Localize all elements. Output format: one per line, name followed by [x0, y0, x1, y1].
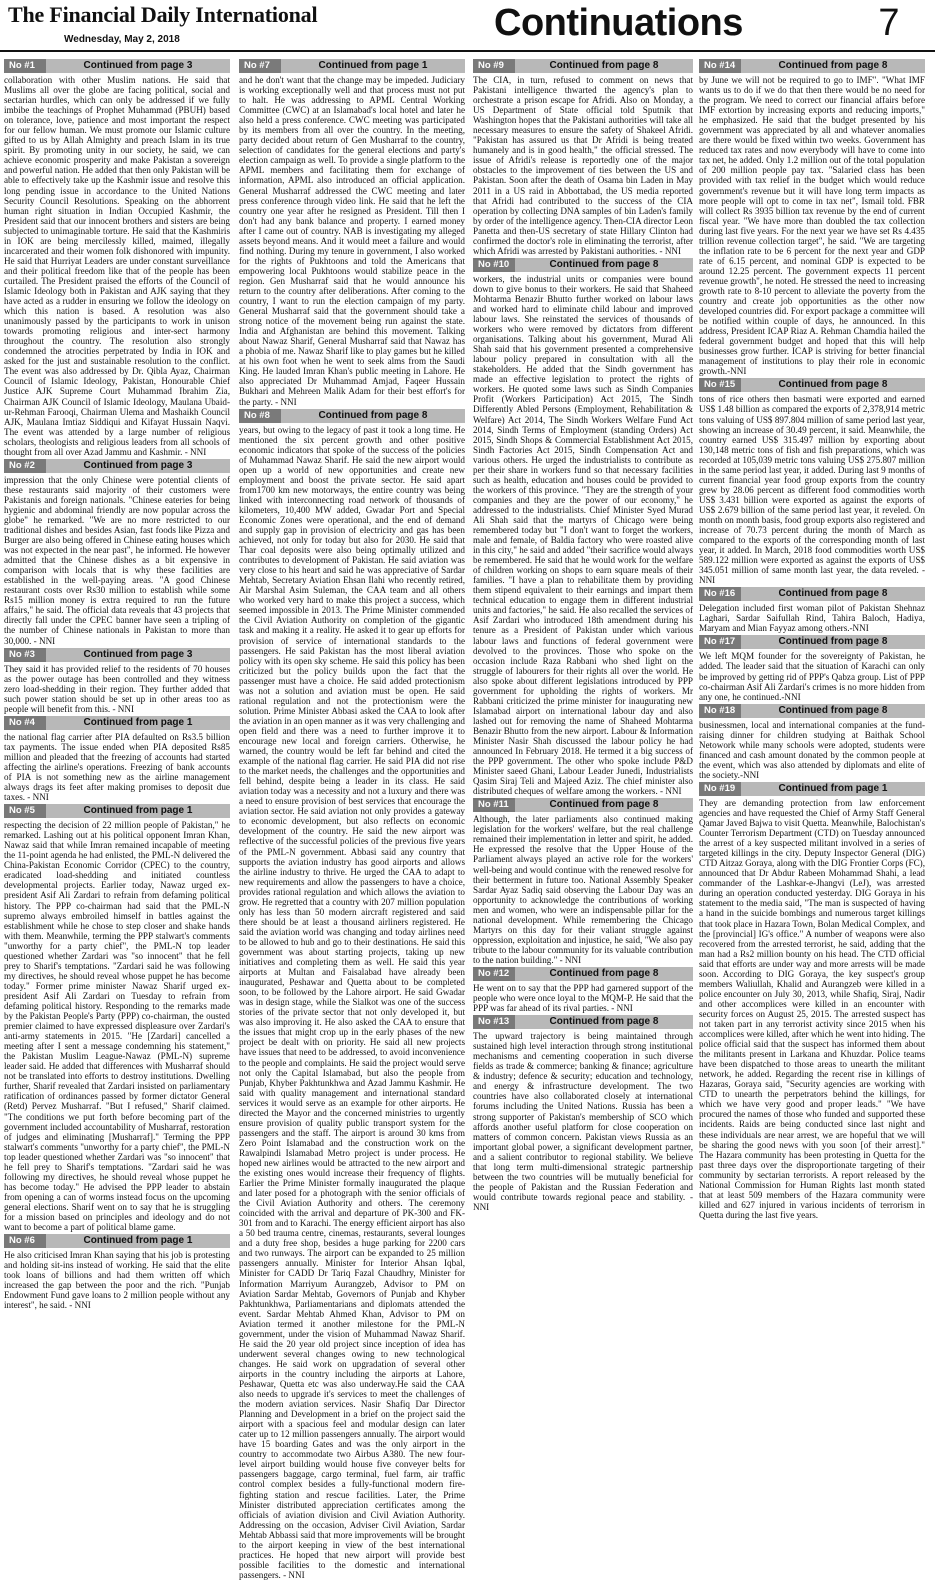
continued-from-label: Continued from page 8 [549, 1016, 659, 1028]
story-text: the national flag carrier after PIA defaulted on Rs3.5 billion tax payments. The issue ended when PIA deposited Rs85 million and pleaded that the freezing of accounts had started affecting the airline's operations. Freezing of bank accounts of PIA is not something new as the airline management always drags its feet after making promises to deposit due taxes. - NNI [4, 731, 230, 803]
continued-from-label: Continued from page 1 [83, 805, 193, 817]
story-block [4, 59, 230, 457]
story-number: No #9 [473, 59, 515, 73]
story-number: No #7 [239, 59, 281, 73]
story-number: No #3 [4, 648, 46, 662]
story-text: We left MQM founder for the sovereignty of Pakistan, he added. The leader said that the situation of Karachi can only be improved by getting rid of PPP's Qabza group. List of PPP co-chairman Asif Ali Zardari's crimes is no more hidden from any one, he continued.-NNI [699, 651, 925, 702]
continued-from-label: Continued from page 3 [83, 648, 193, 660]
story-number: No #19 [699, 782, 741, 796]
continuation-header [699, 59, 925, 73]
story-text: The upward trajectory is being maintained through sustained high level interaction through strong institutional mechanisms and cementing cooperation in such diverse fields as trade & commerce; banking & finance; agriculture & industry; defence & security; education and technology, and energy & infrastructure development. The two countries have also collaborated closely at international forums including the United Nations. Russia has been a strong supporter of Pakistan's membership of SCO which affords another useful platform for close cooperation on matters of common concern. Pakistan views Russia as an important global power, a significant development partner, and a salient contributor to regional stability. We believe that long term multi-dimensional strategic partnership between the two countries will be mutually beneficial for the people of Pakistan and the Russian Federation and would contribute towards regional peace and stability. - NNI [473, 1031, 693, 1212]
continuation-header [4, 1234, 230, 1248]
story-number: No #18 [699, 704, 741, 718]
continued-from-label: Continued from page 8 [778, 588, 888, 600]
story-number: No #14 [699, 59, 741, 73]
page-number: 7 [878, 2, 900, 44]
continued-from-label: Continued from page 1 [318, 60, 428, 71]
story-block [699, 704, 925, 780]
story-block [473, 967, 693, 1013]
continued-from-label: Continued from page 8 [778, 636, 888, 648]
continuation-header [4, 716, 230, 730]
story-text: They said it has provided relief to the residents of 70 houses as the power outage has been controlled and they witness zero load-shedding in their region. They further added that such power station should be set up in other areas too as people will benefit from this. - NNI [4, 663, 230, 714]
story-number: No #16 [699, 587, 741, 601]
story-number: No #6 [4, 1234, 46, 1248]
story-number: No #11 [473, 798, 515, 812]
story-text: impression that the only Chinese were potential clients of these restaurants said majority of their customers were Pakistanis and foreign nationals. "Chinese eateries for being hygienic and abdominal friendly are now popular across the globe" he remarked. "We are no more restricted to our traditional dishes and besides Asian, fast foods like Pizza and Burger are also being offered in Chinese eating houses which was not expected in the near past", he informed. He however admitted that the Chinese dishes as a bit expensive in comparison with locals that is why these facilities are established in the well-paying areas. "A good Chinese restaurant costs over Rs30 million to establish while some Rs15 million money is extra required to run the future affairs," he said. The official data reveals that 43 projects that directly fall under the CPEC banner have seen a tripling of the number of Chinese nationals in Pakistan to more than 30,000. - NNI [4, 474, 230, 646]
continuation-header [699, 782, 925, 796]
continuation-header [4, 59, 230, 73]
story-block [699, 378, 925, 585]
story-text: They are demanding protection from law enforcement agencies and have requested the Chief of Army Staff General Qamar Javed Bajwa to visit Quetta. Meanwhile, Balochistan's Counter Terrorism Department (CTD) on Tuesday announced the arrest of a key suspected militant involved in a series of targeted killings in the city. Deputy Inspector General (DIG) CTD Aitzaz Goraya, along with the DIG Frontier Corps (FC), announced that Dr Abdur Rabeen Mohammad Shahi, a lead commander of the Lashkar-e-Jhangvi (LeJ), was arrested during an operation conducted yesterday. DIG Goraya in his statement to the media said, "The man is suspected of having a hand in the suicide bombings and numerous target killings that took place in Hazara Town, Bolan Medical Complex, and the [provincial] IG's office." A number of weapons were also recovered from the arrested terrorist, he said, adding that the man had a Rs2 million bounty on his head. The CTD official said that efforts are under way and more arrests will be made soon. According to DIG Goraya, the key suspect's group members Waliullah, Khalid and Aurangzeb were killed in a police encounter on July 30, 2013, while Shafiq, Siraj, Nadir and other accomplices were killed in an encounter with security forces on August 25, 2015. The arrested suspect has not taken part in any terrorist activity since 2015 when his accomplices were killed, after which he went into hiding. The police official said that the suspect has informed them about the militants present in Larkana and Khuzdar. Police teams have been dispatched to those areas to unearth the militant network, he added. Regarding the recent rise in killings of Hazaras, Goraya said, "Security agencies are working with CTD to unearth the perpetrators behind the killings, for which we have very good and proper leads." "We have procured the names of those who funded and supported these incidents. Raids are being conducted since last night and these individuals are near arrest, we are hopeful that we will be sharing the good news with you soon [of their arrest]." The Hazara community has been protesting in Quetta for the past three days over the disproportionate targeting of their community by sectarian terrorists. A report released by the National Commission for Human Rights last month stated that at least 509 members of the Hazara community were killed and 627 injured in various incidents of terrorism in Quetta during the last five years. [699, 797, 925, 1220]
continued-from-label: Continued from page 1 [83, 716, 193, 728]
story-block [4, 648, 230, 714]
column-4 [699, 58, 925, 1558]
story-block [473, 1015, 693, 1212]
continued-from-label: Continued from page 8 [778, 704, 888, 716]
column-3 [473, 58, 693, 1558]
story-number: No #15 [699, 378, 741, 392]
continued-from-label: Continued from page 3 [83, 459, 193, 471]
story-block [4, 459, 230, 646]
story-block [239, 59, 465, 407]
story-block [473, 59, 693, 256]
story-text: respecting the decision of 22 million people of Pakistan," he remarked. Lashing out at his political opponent Imran Khan, Nawaz said that while Imran remained incapable of meeting the 11-point agenda he had enlisted, the PML-N delivered the China-Pakistan Economic Corridor (CPEC) to the country, eradicated load-shedding and initiated countless developmental projects. Earlier today, Nawaz urged ex-president Asif Ali Zardari to refrain from defaming political history. The PPP co-chairman had said that the PML-N supremo always embroiled himself in battles against the establishment while he chose to step closer and shake hands with them. Meanwhile, terming the PPP stalwart's comments "unworthy for a party chief", the PML-N top leader questioned whether Zardari was "so innocent" that he fell prey to Sharif's temptations. "Zardari said he was following my directives, he should reveal whose puppet he has become today." Former prime minister Nawaz Sharif urged ex-president Asif Ali Zardari on Tuesday to refrain from defaming political history. Responding to the remarks made by the Pakistan People's Party (PPP) co-chairman, the ousted premier claimed to have expressed displeasure over Zardari's anti-army statements in 2015. "He [Zardari] cancelled a meeting after I sent a message condemning his statement," the Pakistan Muslim League-Nawaz (PML-N) supreme leader said. He added that differences with Musharraf should not be translated into efforts to destroy institutions. Dwelling further, Sharif revealed that Zardari insisted on parliamentary ratification of ordinances passed by former dictator General (Retd) Pervez Musharraf. "But I refused," Sharif claimed. "The conditions we put forth before becoming part of the government included accountability of Musharraf, restoration of judges and eliminating [Musharraf]." Terming the PPP stalwart's comments "unworthy for a party chief", the PML-N top leader questioned whether Zardari was "so innocent" that he fell prey to Sharif's temptations. "Zardari said he was following my directives, he should reveal whose puppet he has become today." He advised the PPP leader to abstain from opening a can of worms instead focus on the upcoming general elections. Sharif went on to say that he is struggling for a mission based on principles and ideology and do not want to become a part of political blame game. [4, 820, 230, 1233]
story-block [699, 635, 925, 701]
continued-from-label: Continued from page 8 [549, 258, 659, 270]
continuation-header [699, 378, 925, 392]
story-number: No #13 [473, 1015, 515, 1029]
continuation-header [699, 587, 925, 601]
continuation-header [4, 648, 230, 662]
masthead [0, 0, 935, 52]
paper-name: The Financial Daily International [8, 2, 318, 27]
story-block [4, 716, 230, 802]
story-text: and he don't want that the change may be impeded. Judiciary is working exceptionally well and that process must not put to halt. He was addressing to APML Central Working Committee (CWC) at an Islamabad's local hotel and later he also held a press conference. CWC meeting was participated by its members from all over the country. In the meeting, party decided about return of Gen Musharraf to the country, selection of candidates for the general elections and party's election campaign as well. To provide a single platform to the APML members and facilitating them for exchange of information, APML also introduced an official application. General Musharraf addressed the CWC meeting and later press conference through video link. He said that he left the country one year after he resigned as President. Till then I don't had any bank balance and property. I earned money after I came out of country. NAB is investigating my alleged assets beyond means. And it would meet a failure and would find nothing. During my tenure in government, I also worked for the rights of Pukhtoons and told the Americans that empowering local Pukhtoons would stabilize peace in the region. Gen Musharraf said that he would announce his return to the country after deliberations. After coming to the country, I want to run the election campaign of my party. General Musharraf said that the government should take a strong notice of the movement being run against the state. India and Afghanistan are behind this movement. Talking about Nawaz Sharif, General Musharraf said that Nawaz has a phobia of me. Nawaz Sharif like to play games but he killed at his own foot when he went to seek alms from the Saudi King. He lauded Imran Khan's public meeting in Lahore. He also appreciated Dr Muhammad Amjad, Faqeer Hussain Bukhari and Mehreen Malik Adam for their best effort's for the party. - NNI [239, 75, 465, 407]
story-number: No #1 [4, 59, 46, 73]
continuation-header [699, 635, 925, 649]
continuation-header [4, 459, 230, 473]
story-block [239, 409, 465, 1580]
continued-from-label: Continued from page 3 [83, 60, 193, 71]
story-text: He went on to say that the PPP had garnered support of the people who were once loyal to the MQM-P. He said that the PPP was far ahead of its rival parties. - NNI [473, 982, 693, 1014]
column-2 [239, 58, 465, 1580]
continued-from-label: Continued from page 8 [778, 379, 888, 391]
continued-from-label: Continued from page 8 [549, 967, 659, 979]
continuation-header [239, 409, 465, 423]
story-block [4, 804, 230, 1232]
issue-date: Wednesday, May 2, 2018 [64, 34, 180, 45]
story-text: businessmen, local and international companies at the fund-raising dinner for children studying at Baithak School Netowork while many schools were adopted, students were financed and cash amount donated by the common people at the event, which was also attended by diplomats and elite of the society.-NNI [699, 719, 925, 780]
story-text: Although, the later parliaments also continued making legislation for the workers' welfare, but the real challenge remained their implementation in letter and spirit, he added. He expressed the resolve that the Upper House of the Parliament always played an active role for the workers' well-being and would continue with the renewed resolve for their betterment in future too. National Assembly Speaker Sardar Ayaz Sadiq said observing the Labour Day was an opportunity to acknowledge the contributions of working men and women, who were an indispensable pillar for the national development. While remembering the Chicago Martyrs on this day for their valiant struggle against oppression, exploitation and injustice, he said, "We also pay tribute to the labour community for its valuable contribution to the nation building." - NNI [473, 814, 693, 965]
story-text: by June we will not be required to go to IMF". "What IMF wants us to do if we do that then there would be no need for the program. We need to correct our financial affairs before IMF extortion by increasing exports and reducing imports," he emphasized. He said that the budget presented by his government was appreciated by all and whatever anomalies are there would be fixed within two weeks. Government has reduced tax rates and now everybody will have to come into tax net, he added. Only 1.2 million out of the total population of 200 million people pay tax. "Salaried class has been provided with tax relief in the budget which would reduce government's revenue but it will have long term impacts as more people will opt to come in tax net", Ismail told. FBR will collect Rs 3935 billion tax revenue by the end of current fiscal year. "We have more than doubled the tax collection during last five years. For the next year we have set Rs 4.435 trillion revenue collection target", he said. "We are targeting the inflation rate to be 6 percent for the next year and GDP rate of 6.15 percent, and nominal GDP is expected to be around 12.25 percent. The government expects 11 percent revenue growth", he noted. He stressed the need to increasing growth rate to 8-10 percent to alleviate the poverty from the country and create job opportunities as the other now developed countries did. For export package a committee will be notified within couple of days, he announced. In this address, President ICAP Riaz A. Rehman Chamdia hailed the federal government budget and hoped that this will help businesses grow further. ICAP is striving for better financial management of institutions to play their role in economic growth.-NNI [699, 75, 925, 377]
story-number: No #4 [4, 716, 46, 730]
continued-from-label: Continued from page 8 [778, 60, 888, 71]
story-block [473, 258, 693, 796]
story-block [473, 798, 693, 965]
story-text: Delegation included first woman pilot of Pakistan Shehnaz Laghari, Sardar Saifullah Rind, Tahira Baloch, Hadiya, Maryam and Mian Fayyaz among others.-NNI [699, 603, 925, 634]
column-1 [4, 58, 230, 1558]
story-number: No #5 [4, 804, 46, 818]
story-text: workers, the industrial units or companies were bound down to give bonus to their workers. He said that Shaheed Mohtarma Benazir Bhutto further worked on labour laws and worked hard to eliminate child labour and improved labour laws. She reinstated the services of thousands of workers who were removed by dictators from different organisations. Talking about his government, Murad Ali Shah said that his government presented a comprehensive labour policy prepared in consultation with all the stakeholders. He added that the Sindh government has made an effective legislation to protect the rights of workers. He quoted some laws such as Sindh Companies Profit (Workers Participation) Act 2015, The Sindh Differently Abled Persons (Employment, Rehabilitation & Welfare) Act 2014, The Sindh Workers Welfare Fund Act 2014, Sindh Terms of Employment (standing Orders) Act 2015, Sindh Shops & Commercial Establishment Act 2015, Sindh Factories Act 2015, Sindh Compensation Act and various others. He urged the industrialists to contribute as per their share in workers fund so that necessary facilities such as health, education and houses could be provided to the workers of this province. "They are the strength of your companies and they are the power of our economy," he addressed to the industrialists. Chief Minister Syed Murad Ali Shah said that the martyrs of Chicago were being remembered today but "I don't want to forget the workers, male and female, of Baldia factory who were roasted alive in this city," he said and added "their sacrifice would always be remembered. He said that he would work for the welfare of children working on shops to earn square meals of their families. "I have a plan to rehabilitate them by providing them stipend equivalent to their earnings and impart them technical education to engage them in different industrial units and factories," he said. He also recalled the services of Asif Zardari who introduced 18th amendment during his tenure as a President of Pakistan under which various labour laws and functions of federal government were devolved to the provinces. Those who spoke on the occasion include Raza Rabbani who shed light on the struggle of labourers for their rights all over the world. He also spoke about different legislations introduced by PPP government for upholding the rights of workers. Mr Rabbani criticized the prime minister for inaugurating new Islamabad airport on international labour day and also lashed out for removing the name of Shaheed Mohtarma Benazir Bhutto from the new airport. Labour & Information Minister Nasir Shah discussed the labour policy he had announced In February 2018. He termed it a big success of the PPP government. The other who spoke include P&D Minister saeed Ghani, Labour Leader Junedi, Industrialists Qasim Siraj Teli and Majeed Aziz. The chief minister also distributed cheques of welfare among the workers. - NNI [473, 273, 693, 797]
continuation-header [473, 258, 693, 272]
continuation-header [699, 704, 925, 718]
story-block [699, 59, 925, 376]
story-number: No #17 [699, 635, 741, 649]
continuation-header [4, 804, 230, 818]
story-text: The CIA, in turn, refused to comment on news that Pakistani intelligence thwarted the agency's plan to orchestrate a prison escape for Afridi. Also on Monday, a US Department of State official told Sputnik that Washington hopes that the Pakistani authorities will take all necessary measures to ensure the safety of Shakeel Afridi. "Pakistan has assured us that Dr Afridi is being treated humanely and is in good health," the official stressed. The issue of Afridi's release is reportedly one of the major obstacles to the improvement of ties between the US and Pakistan. Soon after the death of Osama bin Laden in May 2011 in a US raid in Abbottabad, the US media reported that Afridi had contributed to the success of the CIA operation by collecting DNA samples of bin Laden's family by order of the intelligence agency. Then-CIA director Leon Panetta and then-US secretary of state Hillary Clinton had confirmed the doctor's role in eliminating the terrorist, after which Afridi was arrested by Pakistani authorities. - NNI [473, 75, 693, 256]
continued-from-label: Continued from page 8 [549, 799, 659, 811]
story-text: tons of rice others then basmati were exported and earned US$ 1.48 billion as compared the exports of 2,378,914 metric tons valuing of US$ 897.804 million of same period last year, showing an increase of 30.49 percent, it said. Meanwhile, the country earned US$ 315.497 million by exporting about 130,148 metric tons of fish and fish preparations, which was recorded at 105,039 metric tons valuing US$ 275.807 million in the same period last year, it added. During last 9 months of current financial year food group exports from the country grew by 28.06 percent as different food commodities worth US$ 3.431 billion were exported as against the exports of US$ 2.679 billion of the same period last year, it reveled. On month on month basis, food group exports also registered and increase of 70.73 percent during the month of March as compared to the exports of the corresponding month of last year, it added. In March, 2018 food commodities worth US$ 589.122 million were exported as against the exports of US$ 345.051 million of same month last year, the data reveled. - NNI [699, 394, 925, 586]
section-title: Continuations [494, 2, 743, 44]
continued-from-label: Continued from page 1 [83, 1235, 193, 1247]
story-block [4, 1234, 230, 1310]
story-number: No #8 [239, 409, 281, 423]
story-number: No #10 [473, 258, 515, 272]
story-number: No #2 [4, 459, 46, 473]
continued-from-label: Continued from page 8 [549, 60, 659, 71]
story-text: collaboration with other Muslim nations. He said that Muslims all over the globe are facing political, social and sectarian hurdles, which can only be addressed if we fully imbibe the teachings of Prophet Muhammad (PBUH) based on tolerance, love, patience and most important the respect for our fellow human. We must promote our Islamic culture gifted to us by Allah Almighty and preach Islam in its true spirit. By promoting unity in our society, he said, we can achieve economic prosperity and make Pakistan a sovereign and powerful nation. He added that then only Pakistan will be able to effectively take up the Kashmir issue and resolve this long pending issue in accordance to the United Nations Security Council Resolutions. Speaking on the abhorrent human right situation in Indian Occupied Kashmir, the President said that our innocent brothers and sisters are being subjected to unimaginable torture. He said that the Kashmiris in IOK are being mercilessly killed, maimed, illegally incarcerated and their women folk dishonored with impunity. He said that Hurriyat Leaders are under constant surveillance and their political freedom like that of the people has been curtailed. The President praised the efforts of the Council of Islamic Ideology both in Pakistan and AJK saying that they have acted as a rudder in ensuring we follow the ideology on which this nation is based. A resolution was also unanimously passed by the participants to work in unison towards promoting religious and inter-sect harmony throughout the country. The resolution also strongly condemned the atrocities perpetrated by India in IOK and asked for the just and sustainable resolution to the conflict. The event was also addressed by Dr. Qibla Ayaz, Chairman Council of Islamic Ideology, Pakistan, Honourable Chief Justice AJK Supreme Court Muhammad Ibrahim Zia, Chairman AJK Council of Islamic Ideology, Maulana Ubaid-ur-Rehman Farooqi, Chairman Ulema and Mashaikh Council AJK, Maulana Imtiaz Siddiqui and Kifayat Hussain Naqvi. The event was attended by a large number of religious scholars, theologists and religious leaders from all schools of thought from all over Azad Jammu and Kashmir. - NNI [4, 75, 230, 457]
continuation-header [473, 967, 693, 981]
story-number: No #12 [473, 967, 515, 981]
continued-from-label: Continued from page 1 [778, 782, 888, 794]
story-text: years, but owing to the legacy of past it took a long time. He mentioned the six percent growth and other positive economic indicators that spoke of the success of the policies of Muhammad Nawaz Sharif. He said the new airport would open up a world of new opportunities and create new employment and boost the private sector. He said apart from1700 km new motorways, the entire country was being linked with interconnecting road network of thousands of kilometers, 10,400 MW added, Gwadar Port and Special Economic Zones were operational, and the end of demand and supply gap in provision of electricity and gas has been achieved, not only for today but also for 2030. He said that Thar coal deposits were also being optimally utilized and contributes to development of Pakistan. He said aviation was very close to his heart and said he was appreciative of Sardar Mehtab, Secretary Aviation Ehsan Ilahi who recently retired, Air Marshal Asim Suleman, the CAA team and all others who worked very hard to make this project a success, which seemed impossible in 2013. The Prime Minister commended the Civil Aviation Authority on completion of the gigantic task and making it a reality. He asked it to gear up efforts for provision of service of international standards to the passengers. He said Pakistan has the most liberal aviation policy with its open sky scheme. He said this policy has been criticized but the policy builds upon the fact that the passenger must have a choice. He said added protectionism was not a solution and aviation must be open. He said rational regulation and not the protectionism were the solution. Prime Minister Abbasi asked the CAA to look after the aviation in an open manner as it was very challenging and open field and there was a need to further improve it to encourage new local and foreign carriers. Otherwise, he warned, the country would be left far behind and cited the example of the national flag carrier. He said PIA did not rise to the market needs, the challenges and the opportunities and fell behind, despite being a leader in its class. He said aviation today was a necessity and not a luxury and there was a need to ensure provision of best services that encourage the aviation sector. He said aviation not only provides a gateway to economic development, but also reflects on economic development of the country. He said the new airport was reflective of the successful policies of the previous five years of the PML-N government. Abbasi said any country that supports the aviation industry has good airports and allows the airline industry to thrive. He urged the CAA to adapt to new requirements and allow the passengers to have a choice, provides rational regulation and which allows the aviation to grow. He regretted that a country with 207 million population only has less than 50 modern aircraft registered and said there should be at least a thousand airliners registered. He said the aviation world was changing and today airlines need to be allowed to hub and go to their destinations. He said this government was about starting projects, taking up new initiatives and completing them as well. He said this year airports at Multan and Faisalabad have already been inaugurated, Peshawar and Quetta about to be completed soon, to be followed by the Lahore airport. He said Gwadar was in design stage, while the Sialkot was one of the success stories of the private sector that not only developed it, but was also improving it. He also asked the CAA to ensure that the issues that might crop up in the early phases of the new project be dealt with on priority. He said all new projects have issues that need to be addressed, to avoid inconvenience to the people and complaints. He said the project would serve not only the Capital Islamabad, but also the people from Punjab, Khyber Pakhtunkhwa and Azad Jammu Kashmir. He said with quality management and international standard services it would serve as an example for other airports. He directed the Mayor and the concerned ministries to urgently ensure provision of quality public transport system for the passengers and the staff. The airport is around 30 kms from Zero Point Islamabad and the construction work on the Rawalpindi Islamabad Metro project is under process. He hoped new airlines would be attracted to the new airport and the existing ones would increase their frequency of flights. Earlier the Prime Minister formally inaugurated the plaque and later posed for a photograph with the senior officials of the Civil Aviation Authority and others. The ceremony coincided with the arrival and departure of PK-300 and FK-301 from and to Karachi. The energy efficient airport has also a 50 bed trauma centre, cinemas, restaurants, several lounges and a duty free shop, besides a huge parking for 2200 cars and two runways. The airport can be expanded to 25 million passengers annually. Minister for Interior Ahsan Iqbal, Minister for CADD Dr Tariq Fazal Chaudhry, Minister for Information Marriyum Aurangzeb, Advisor to PM on Aviation Sardar Mehtab, Governors of Punjab and Khyber Pakhtunkhwa, Parliamentarians and diplomats attended the event. Sardar Mehtab Ahmed Khan, Advisor to PM on Aviation termed it another milestone for the PML-N government, under the vision of Muhammad Nawaz Sharif. He said the 20 year old project since inception of idea has underwent several changes owing to new technological changes. He said work on upgradation of several other airports in the country including the airports at Lahore, Peshawar, Quetta etc was also underway.He said the CAA also needs to upgrade it's services to meet the challenges of the modern aviation services. Nasir Shafiq Dar Director Planning and Development in a brief on the project said the airport with a spacious feel and modular design can later cater up to 12 million passengers annually. The airport would have 15 boarding Gates and was the only airport in the country to accommodate two Airbus A380. The new four-level airport building would house five conveyer belts for passengers baggage, cargo terminal, fuel farm, air traffic control complex besides a fully-functional modern fire-fighting station and rescue facilities. Later, the Prime Minister distributed appreciation certificates among the officials of aviation division and Civil Aviation Authority. Addressing on the occasion, Adviser Civil Aviation, Sardar Mehtab Abbassi said that more improvements will be brought to the airport keeping in view of the best international practices. He hoped that new airport will provide best possible facilities to the domestic and international passengers. - NNI [239, 424, 465, 1580]
continuation-header [239, 59, 465, 73]
story-block [699, 587, 925, 633]
continuation-header [473, 798, 693, 812]
continued-from-label: Continued from page 8 [318, 409, 428, 421]
story-text: He also criticised Imran Khan saying that his job is protesting and holding sit-ins instead of working. He said that the elite took loans of billions and had them written off which increased the gap between the poor and the rich. "Punjab Endowment Fund gave loans to 2 million people without any interest", he said. - NNI [4, 1250, 230, 1311]
continuation-header [473, 1015, 693, 1029]
continuation-header [473, 59, 693, 73]
story-block [699, 782, 925, 1220]
